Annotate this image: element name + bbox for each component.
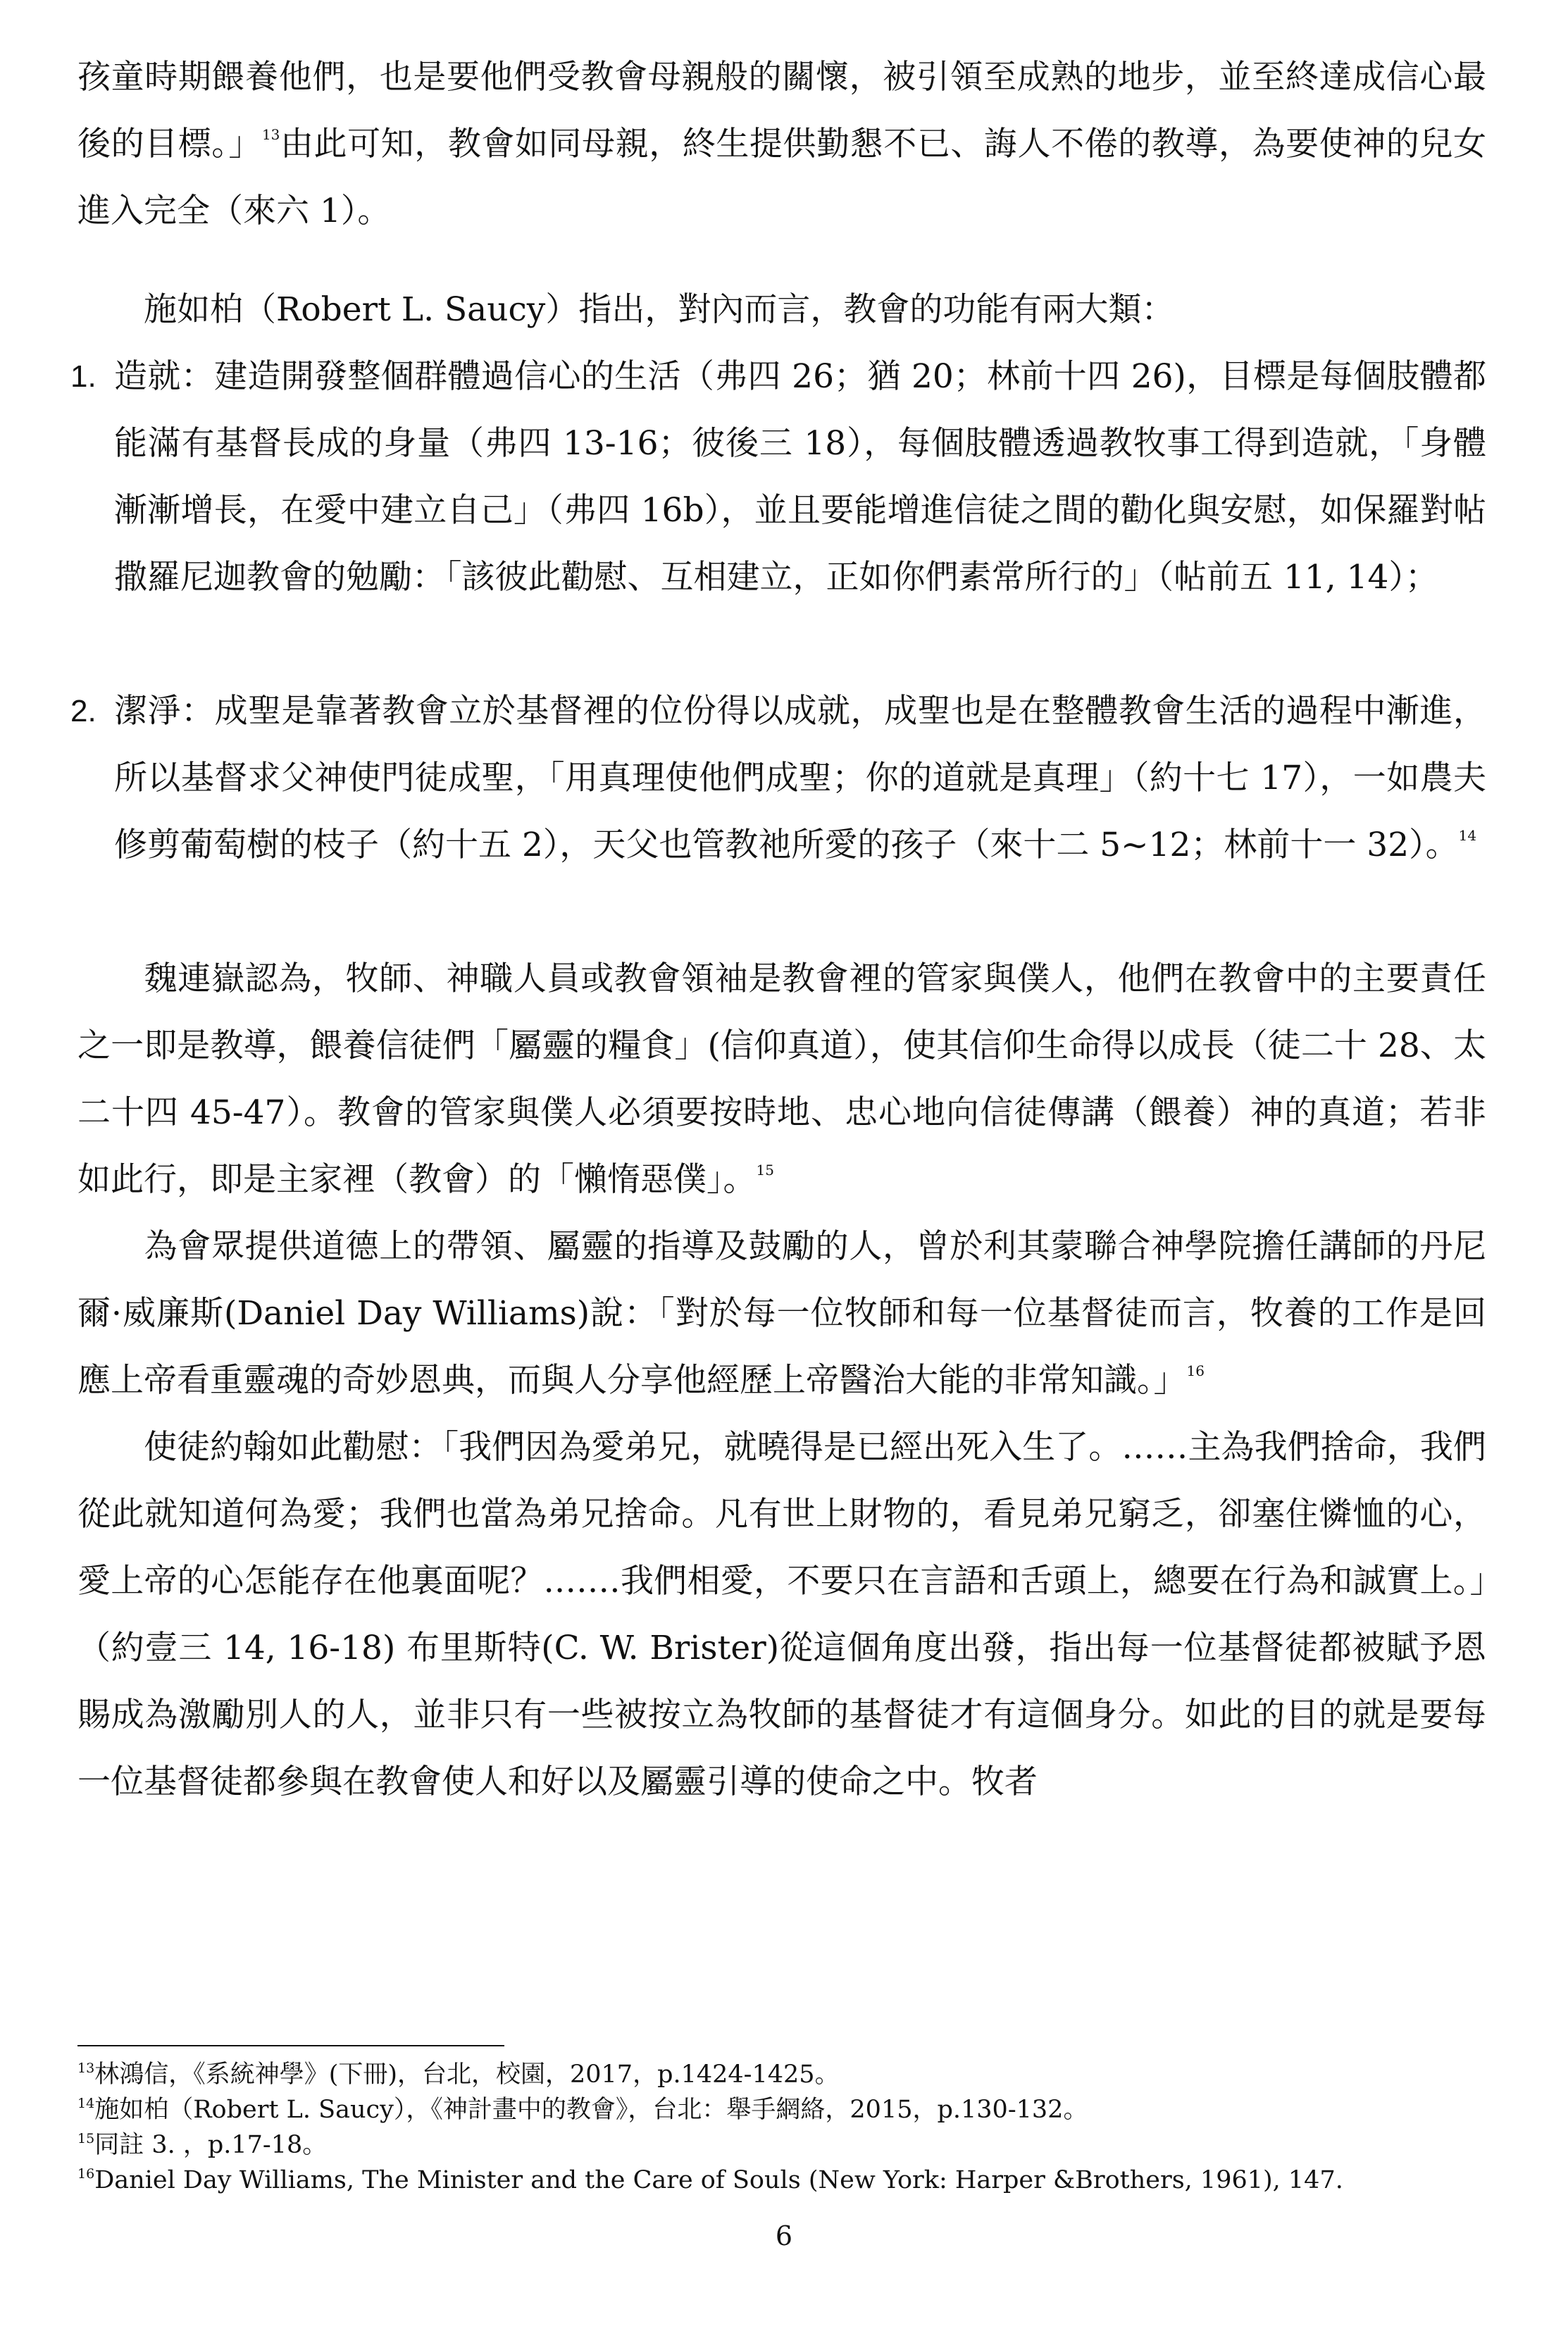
footnote-16: $^{16}$Daniel Day Williams, The Minister and the Care of Souls (New York: Harper &Brothers, 1961), 147. xyxy=(77,2166,1343,2194)
paragraph-williams: 為會眾提供道德上的帶領、屬靈的指導及鼓勵的人，曾於利其蒙聯合神學院擔任講師的丹尼爾·威廉斯(Daniel Day Williams)說：「對於每一位牧師和每一位基督徒而言，牧養的工作是回應上帝看重靈魂的奇妙恩典，而與人分享他經歷上帝醫治大能的非常知識。」$^{16}$ xyxy=(77,1227,1486,1400)
footnote-ref-13[interactable]: 13 xyxy=(261,126,280,143)
footnote-14: $^{14}$施如柏（Robert L. Saucy），《神計畫中的教會》，台北：舉手網絡，2015，p.130-132。 xyxy=(77,2096,1088,2124)
page-number: 6 xyxy=(775,2220,793,2251)
list-number: 2. xyxy=(70,694,97,728)
list-item-edification xyxy=(70,343,1486,611)
paragraph-wei-lianyue: 魏連嶽認為，牧師、神職人員或教會領袖是教會裡的管家與僕人，他們在教會中的主要責任之一即是教導，餵養信徒們「屬靈的糧食」(信仰真道），使其信仰生命得以成長（徒二十 28、太二十四 45-47）。教會的管家與僕人必須要按時地、忠心地向信徒傳講（餵養）神的真道；若非如此行，即是主家裡（教會）的「懶惰惡僕」。$^{15}$ xyxy=(77,959,1486,1199)
footnote-15: $^{15}$同註 3. ，p.17-18。 xyxy=(77,2131,328,2159)
list-item-text: 造就：建造開發整個群體過信心的生活（弗四 26；猶 20；林前十四 26)，目標是每個肢體都能滿有基督長成的身量（弗四 13-16；彼後三 18），每個肢體透過教牧事工得到造就，「身體漸漸增長，在愛中建立自己」（弗四 16b），並且要能增進信徒之間的勸化與安慰，如保羅對帖撒羅尼迦教會的勉勵：「該彼此勸慰、互相建立，正如你們素常所行的」（帖前五 11, 14）； xyxy=(114,357,1486,597)
footnote-ref-14[interactable]: 14 xyxy=(1458,827,1477,844)
paragraph-church-as-mother: 孩童時期餵養他們，也是要他們受教會母親般的關懷，被引領至成熟的地步，並至終達成信心最後的目標。」$^{13}$由此可知，教會如同母親，終生提供勤懇不已、誨人不倦的教導，為要使神的兒女進入完全（來六 1）。 xyxy=(77,58,1486,230)
footnote-divider xyxy=(77,2045,504,2046)
footnote-ref-16[interactable]: 16 xyxy=(1186,1362,1205,1379)
list-item-text: 潔淨：成聖是靠著教會立於基督裡的位份得以成就，成聖也是在整體教會生活的過程中漸進，所以基督求父神使門徒成聖，「用真理使他們成聖；你的道就是真理」（約十七 17），一如農夫修剪葡萄樹的枝子（約十五 2），天父也管教祂所愛的孩子（來十二 5~12；林前十一 32）。$^{14}$ xyxy=(114,692,1486,864)
footnote-ref-15[interactable]: 15 xyxy=(756,1162,774,1179)
list-number: 1. xyxy=(70,359,97,394)
paragraph-saucy-intro: 施如柏（Robert L. Saucy）指出，對內而言，教會的功能有兩大類： xyxy=(144,290,1175,329)
list-item-purification xyxy=(70,678,1486,878)
footnote-13: $^{13}$林鴻信，《系統神學》(下冊)，台北，校園，2017，p.1424-1425。 xyxy=(77,2060,840,2089)
paragraph-apostle-john: 使徒約翰如此勸慰：「我們因為愛弟兄，就曉得是已經出死入生了。……主為我們捨命，我們從此就知道何為愛；我們也當為弟兄捨命。凡有世上財物的，看見弟兄窮乏，卻塞住憐恤的心，愛上帝的心怎能存在他裏面呢？.……我們相愛，不要只在言語和舌頭上，總要在行為和誠實上。」（約壹三 14, 16-18) 布里斯特(C. W. Brister)從這個角度出發，指出每一位基督徒都被賦予恩賜成為激勵別人的人，並非只有一些被按立為牧師的基督徒才有這個身分。如此的目的就是要每一位基督徒都參與在教會使人和好以及屬靈引導的使命之中。牧者 xyxy=(77,1428,1486,1801)
